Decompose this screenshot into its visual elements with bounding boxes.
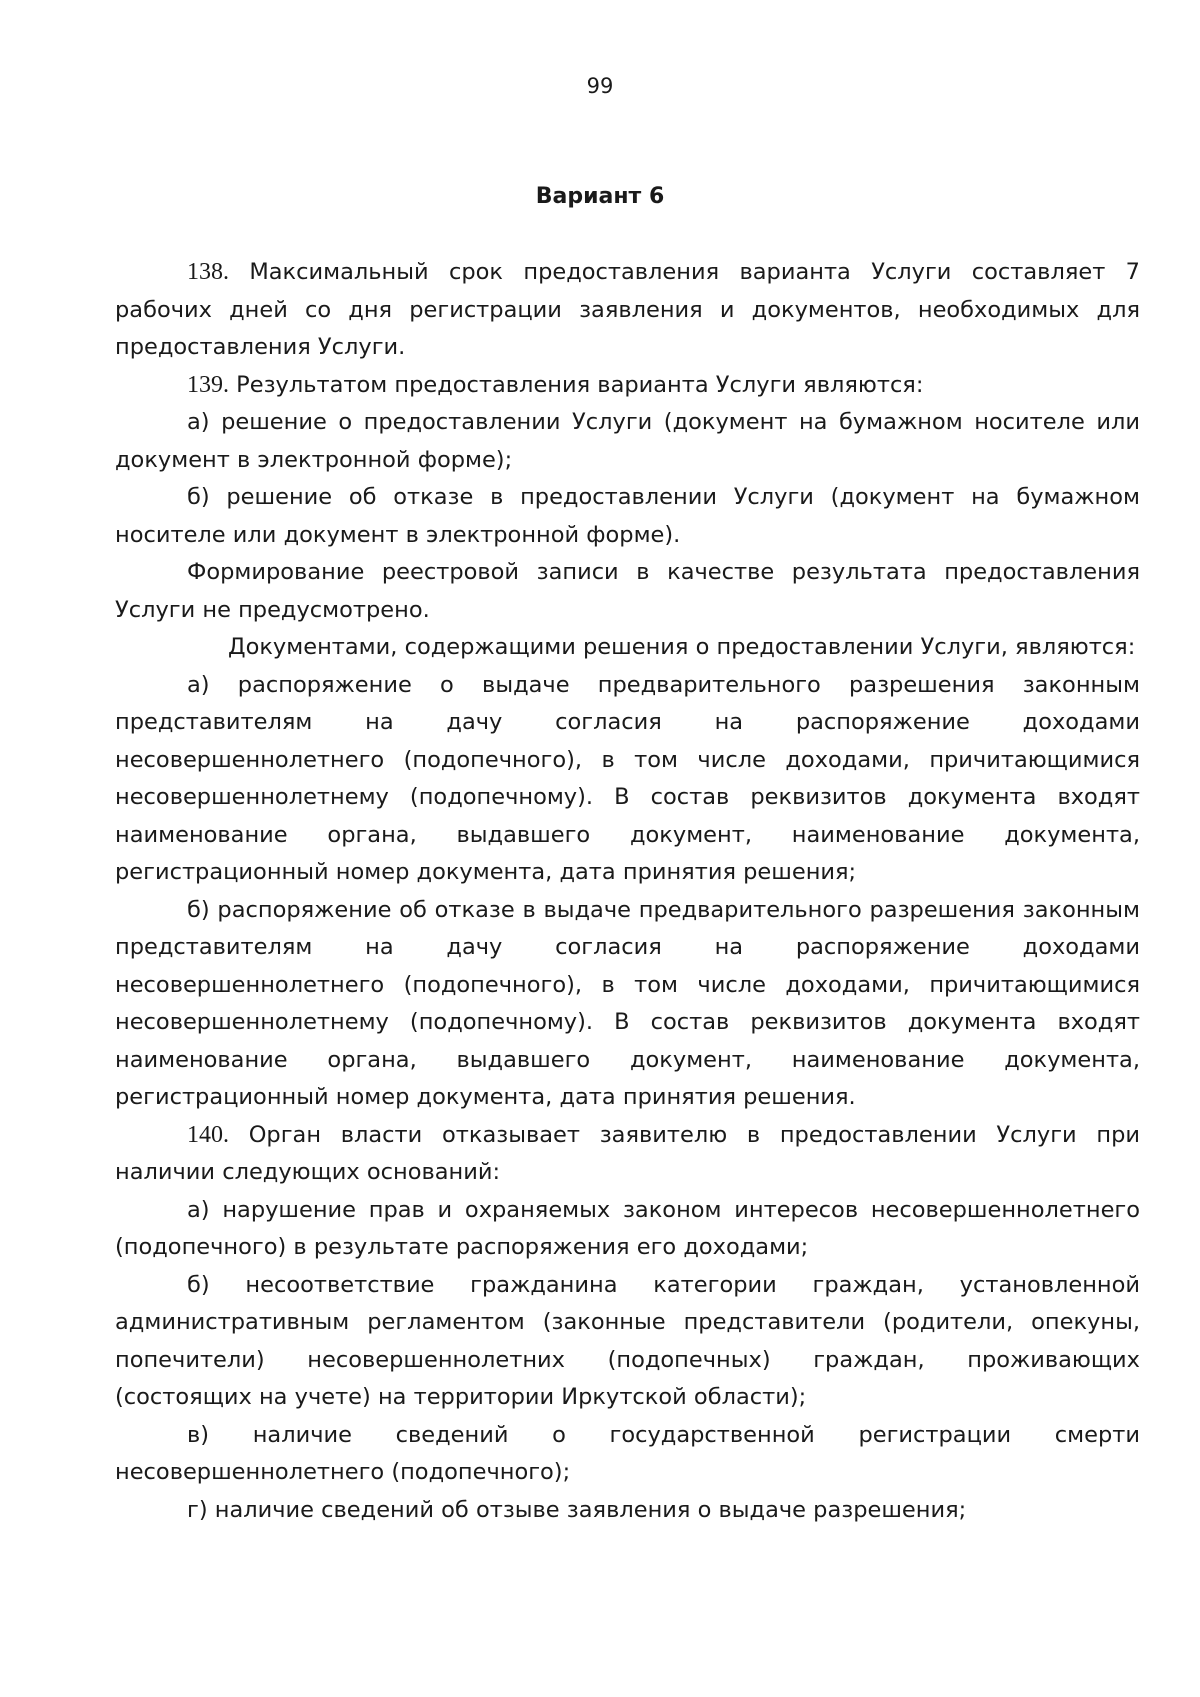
- paragraph-text: б) несоответствие гражданина категории граждан, установленной административным регламентом (законные представители (родители, опекуны, попечители) несовершеннолетних (подопечных) граждан, проживающих (состоящих на учете) на территории Иркутской области);: [115, 1271, 1140, 1410]
- section-title: Вариант 6: [535, 184, 665, 209]
- paragraph-text: б) решение об отказе в предоставлении Услуги (документ на бумажном носителе или документ в электронной форме).: [115, 484, 1140, 548]
- list-item-g-ground: [115, 1492, 1140, 1530]
- paragraph-text: Максимальный срок предоставления варианта Услуги составляет 7 рабочих дней со дня регистрации заявления и документов, необходимых для предоставления Услуги.: [115, 259, 1140, 360]
- paragraph-text: Результатом предоставления варианта Услуги являются:: [229, 371, 924, 398]
- paragraph-text: б) распоряжение об отказе в выдаче предварительного разрешения законным представителям на дачу согласия на распоряжение доходами несовершеннолетнего (подопечного), в том числе доходами, причитающимися несовершеннолетнему (подопечному). В состав реквизитов документа входят наименование органа, выдавшего документ, наименование документа, регистрационный номер документа, дата принятия решения.: [115, 896, 1140, 1110]
- paragraph-text: а) нарушение прав и охраняемых законом интересов несовершеннолетнего (подопечного) в результате распоряжения его доходами;: [115, 1196, 1140, 1260]
- paragraph-text: Орган власти отказывает заявителю в предоставлении Услуги при наличии следующих оснований:: [115, 1121, 1140, 1185]
- paragraph-139: [115, 367, 1140, 405]
- paragraph-text: г) наличие сведений об отзыве заявления о выдаче разрешения;: [187, 1496, 967, 1523]
- paragraph-138: [115, 254, 1140, 367]
- paragraph-text: а) распоряжение о выдаче предварительного разрешения законным представителям на дачу согласия на распоряжение доходами несовершеннолетнего (подопечного), в том числе доходами, причитающимися несовершеннолетнему (подопечному). В состав реквизитов документа входят наименование органа, выдавшего документ, наименование документа, регистрационный номер документа, дата принятия решения;: [115, 671, 1140, 885]
- clause-number: 138.: [187, 259, 229, 285]
- paragraph-text: а) решение о предоставлении Услуги (документ на бумажном носителе или документ в электронной форме);: [115, 409, 1140, 473]
- paragraph-registry-note: [115, 554, 1140, 629]
- list-item-a-order: [115, 667, 1140, 892]
- page-number: 99: [586, 74, 614, 98]
- list-item-b-order: [115, 892, 1140, 1117]
- paragraph-140: [115, 1117, 1140, 1192]
- paragraph-text: в) наличие сведений о государственной регистрации смерти несовершеннолетнего (подопечного);: [115, 1421, 1140, 1485]
- document-body: [115, 254, 1140, 1529]
- paragraph-text: Формирование реестровой записи в качестве результата предоставления Услуги не предусмотрено.: [115, 559, 1140, 623]
- list-item-b: [115, 479, 1140, 554]
- list-item-a-ground: [115, 1192, 1140, 1267]
- paragraph-documents-intro: [115, 629, 1140, 667]
- clause-number: 140.: [187, 1121, 229, 1148]
- clause-number: 139.: [187, 371, 229, 398]
- list-item-a: [115, 404, 1140, 479]
- list-item-b-ground: [115, 1267, 1140, 1417]
- list-item-v-ground: [115, 1417, 1140, 1492]
- paragraph-text: Документами, содержащими решения о предоставлении Услуги, являются:: [228, 634, 1136, 660]
